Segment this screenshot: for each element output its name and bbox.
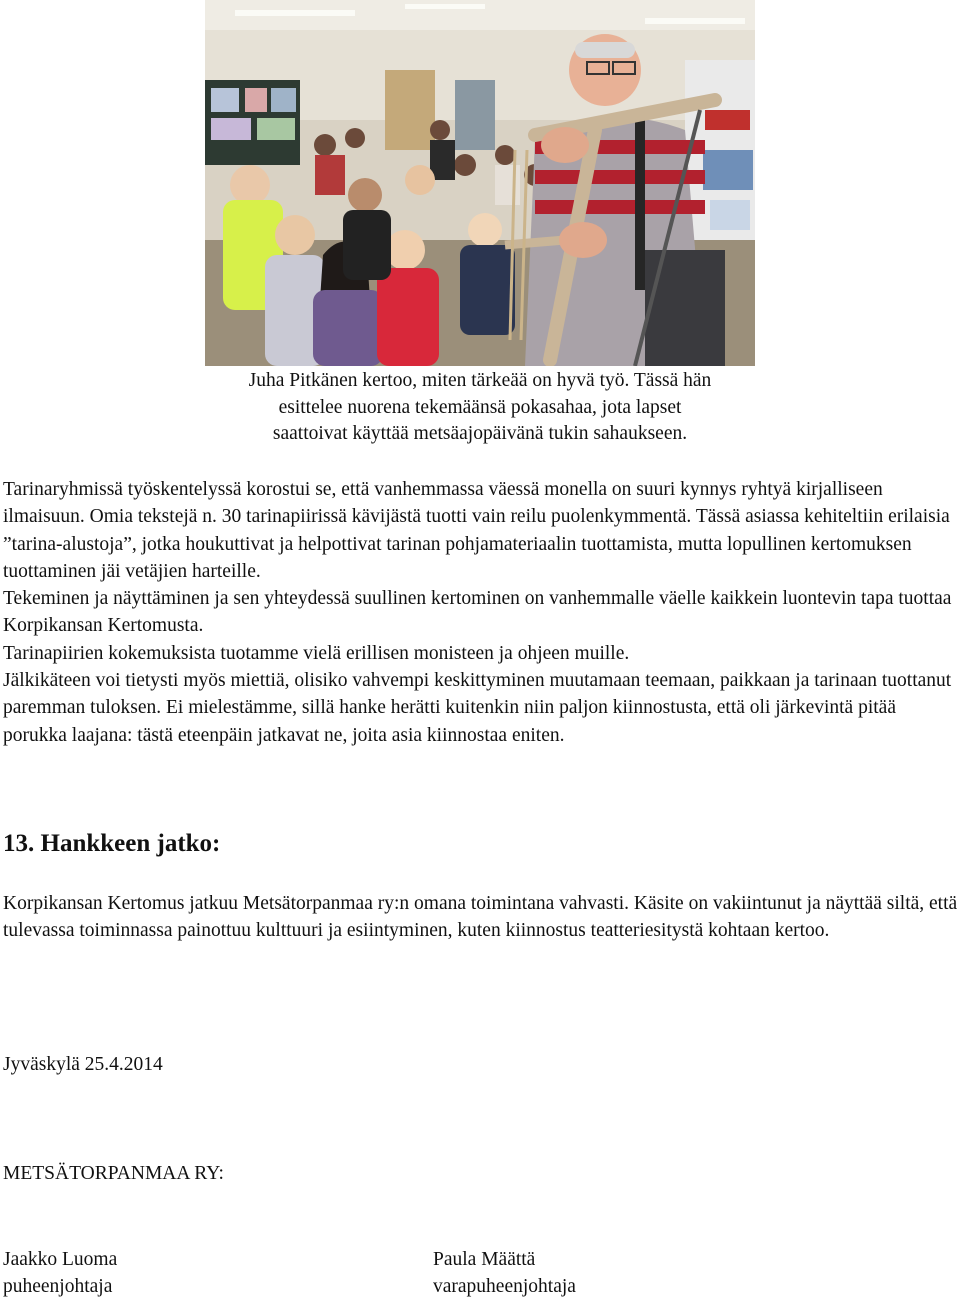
photo [205, 0, 755, 366]
signature-name: Paula Määttä [433, 1249, 536, 1270]
body-paragraph: Tekeminen ja näyttäminen ja sen yhteydessä suullinen kertominen on vanhemmalle väelle kaikkein luontevin tapa tuottaa Korpikansan Kertomusta. [3, 588, 952, 637]
signature-name: Jaakko Luoma [3, 1249, 118, 1270]
caption-line: Juha Pitkänen kertoo, miten tärkeää on hyvä työ. Tässä hän [248, 370, 712, 391]
section-heading: 13. Hankkeen jatko: [3, 830, 221, 857]
caption-line: saattoivat käyttää metsäajopäivänä tukin sahaukseen. [272, 423, 688, 444]
signature-block [433, 1246, 576, 1301]
signature-title: puheenjohtaja [3, 1276, 113, 1298]
body-paragraph: Tarinapiirien kokemuksista tuotamme vielä erillisen monisteen ja ohjeen muille. [3, 642, 630, 664]
organization-name: METSÄTORPANMAA RY: [3, 1163, 224, 1184]
body-paragraph: Tarinaryhmissä työskentelyssä korostui se, että vanhemmassa väessä monella on suuri kynnys ryhtyä kirjalliseen ilmaisuun. Omia tekstejä n. 30 tarinapiirissä kävijästä tuotti vain reilu puolenkymmentä. Tässä asiassa kehiteltiin erilaisia ”tarina-alustoja”, jotka houkuttivat ja helpottivat tarinan pohjamateriaalin tuottamista, mutta lopullinen kertomuksen tuottaminen jäi vetäjien harteille. [3, 479, 950, 582]
body-paragraph: Jälkikäteen voi tietysti myös miettiä, olisiko vahvempi keskittyminen muutamaan teemaan, paikkaan ja tarinaan tuottanut paremman tuloksen. Ei mielestämme, sillä hanke herätti kuitenkin niin paljon kiinnostusta, että oli järkevintä pitää porukka laajana: tästä eteenpäin jatkavat ne, joita asia kiinnostaa eniten. [3, 670, 952, 746]
photo-caption [180, 368, 780, 448]
signature-block [3, 1246, 117, 1301]
photo-storyteller-with-saw-icon [205, 0, 755, 366]
signature-title: varapuheenjohtaja [433, 1276, 576, 1298]
dateline: Jyväskylä 25.4.2014 [3, 1054, 163, 1075]
caption-line: esittelee nuorena tekemäänsä pokasahaa, jota lapset [278, 396, 682, 418]
body-text [3, 476, 958, 749]
section-text: Korpikansan Kertomus jatkuu Metsätorpanmaa ry:n omana toimintana vahvasti. Käsite on vakiintunut ja näyttää siltä, että tulevassa toiminnassa painottuu kulttuuri ja esiintyminen, kuten kiinnostus teatteriesitystä kohtaan kertoo. [3, 893, 958, 942]
